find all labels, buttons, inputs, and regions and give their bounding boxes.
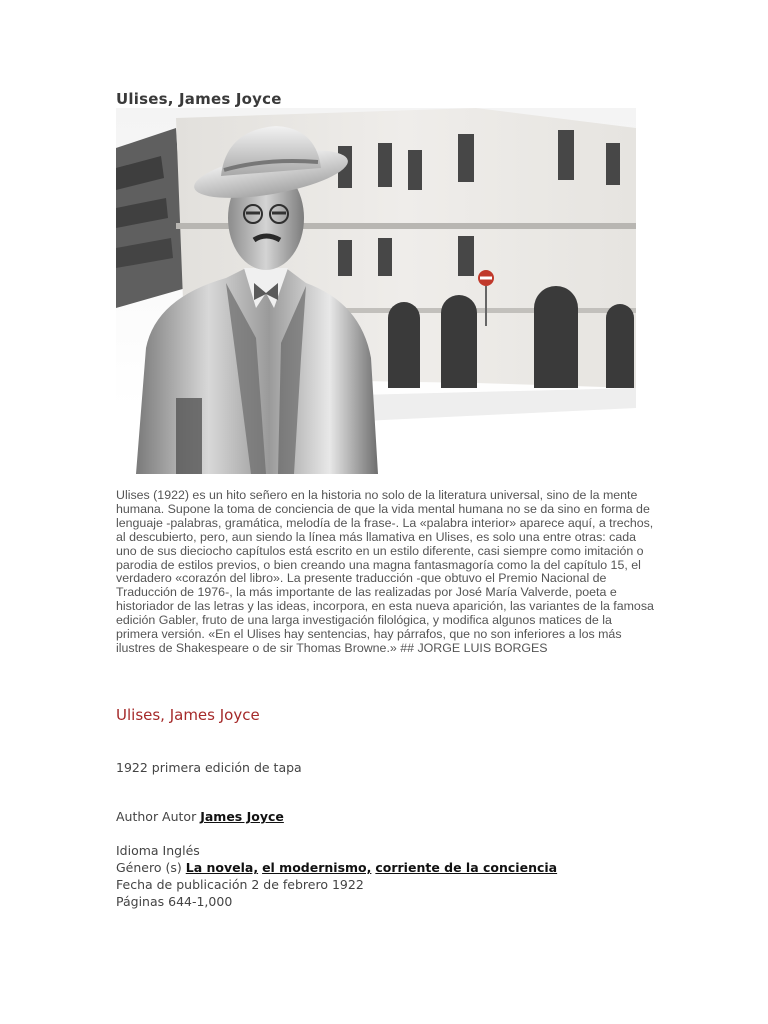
author-link[interactable]: James Joyce: [200, 809, 284, 824]
author-label: Author Autor: [116, 809, 197, 824]
book-metadata: [116, 842, 557, 910]
document-title: Ulises, James Joyce: [116, 90, 282, 108]
joyce-statue-photo: [116, 108, 636, 474]
section-heading: Ulises, James Joyce: [116, 706, 260, 724]
genre-line: [116, 859, 557, 876]
genre-link-stream-of-consciousness[interactable]: corriente de la conciencia: [375, 860, 558, 875]
genre-link-modernism[interactable]: el modernismo,: [262, 860, 372, 875]
publication-date-line: Fecha de publicación 2 de febrero 1922: [116, 877, 364, 892]
genre-link-novel[interactable]: La novela,: [185, 860, 259, 875]
edition-info: 1922 primera edición de tapa: [116, 760, 302, 775]
pages-line: Páginas 644-1,000: [116, 894, 233, 909]
language-line: Idioma Inglés: [116, 843, 200, 858]
book-description: Ulises (1922) es un hito señero en la historia no solo de la literatura universal, sino de la mente humana. Supone la toma de conciencia de que la vida mental humana no se da sino en forma de lenguaje -palabras, gramática, melodía de la frase-. La «palabra interior» aparece aquí, a trechos, al descubierto, pero, aun siendo la línea más llamativa en Ulises, es solo una entre otras: cada uno de sus dieciocho capítulos está escrito en un estilo diferente, casi siempre como imitación o parodia de estilos previos, o bien creando una magna fantasmagoría como la del capítulo 15, el verdadero «corazón del libro». La presente traducción -que obtuvo el Premio Nacional de Traducción de 1976-, la más importante de las realizadas por José María Valverde, poeta e historiador de las letras y las ideas, incorpora, en esta nueva aparición, las variantes de la famosa edición Gabler, fruto de una larga investigación filológica, y modifica algunos matices de la primera versión. «En el Ulises hay sentencias, hay párrafos, que no son inferiores a los más ilustres de Shakespeare o de sir Thomas Browne.» ## JORGE LUIS BORGES: [116, 488, 654, 655]
genre-label: Género (s): [116, 860, 182, 875]
author-line: [116, 809, 284, 824]
